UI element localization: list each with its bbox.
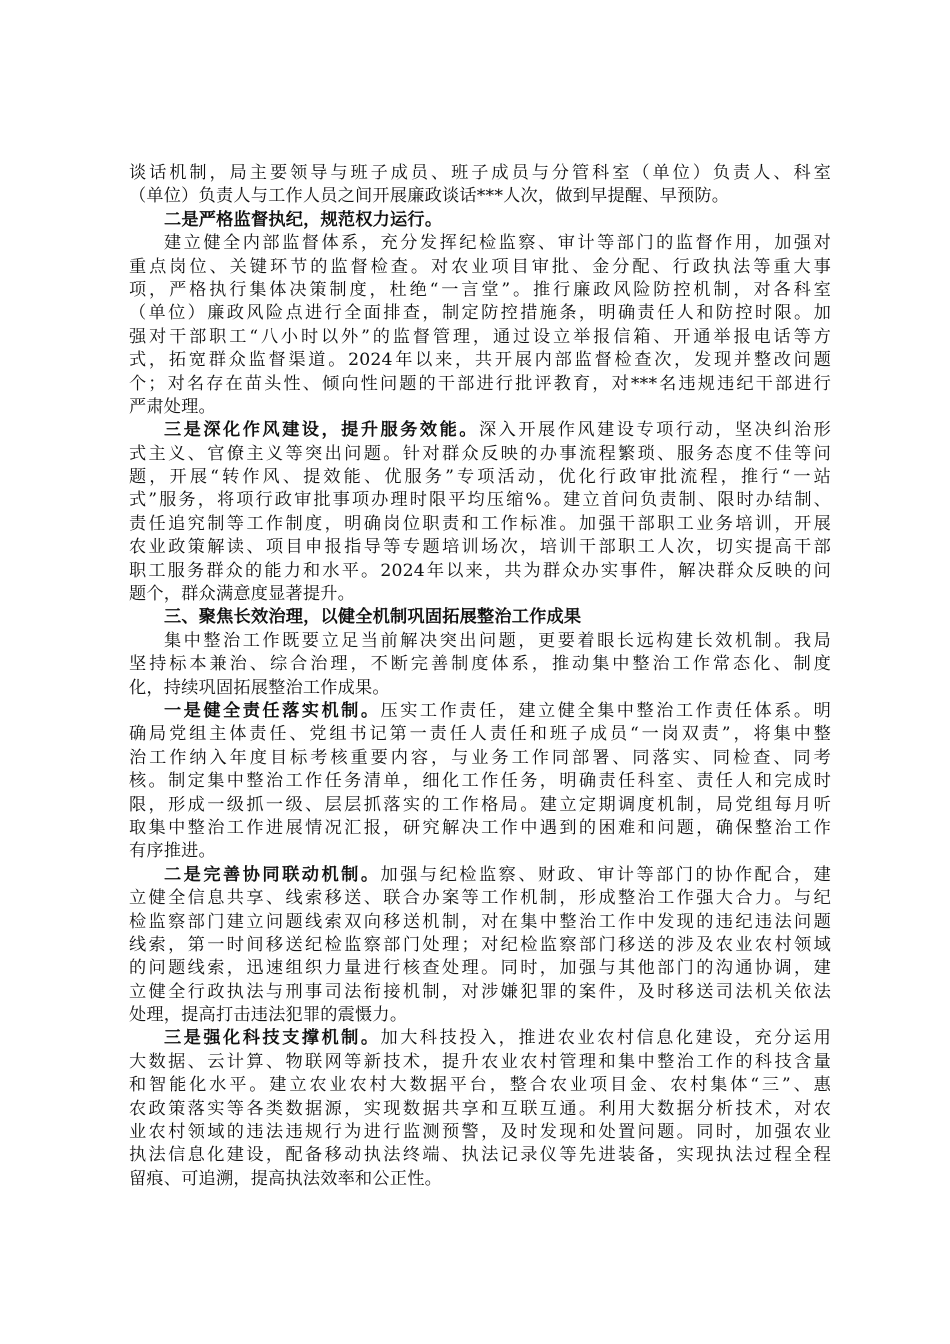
line-text: 题，开展“转作风、提效能、优服务”专项活动，优化行政审批流程，推行“一站 [129,467,831,488]
text-line [129,513,831,536]
line-text: 立健全信息共享、线索移送、联合办案等工作机制，形成整治工作强大合力。与纪 [129,888,831,909]
text-line [129,162,831,185]
text-line [129,840,831,863]
line-text: 式主义、官僚主义等突出问题。针对群众反映的办事流程繁琐、服务态度不佳等问 [129,443,831,464]
text-line [129,1051,831,1074]
line-text: 集中整治工作既要立足当前解决突出问题，更要着眼长远构建长效机制。我局 [164,630,831,651]
line-text: 重点岗位、关键环节的监督检查。对农业项目审批、金分配、行政执法等重大事 [129,256,831,277]
line-text: 加大科技投入，推进农业农村信息化建设，充分运用 [380,1028,832,1049]
line-text: 立健全行政执法与刑事司法衔接机制，对涉嫌犯罪的案件，及时移送司法机关依法 [129,981,831,1002]
line-text: 个；对名存在苗头性、倾向性问题的干部进行批评教育，对***名违规违纪干部进行 [129,373,831,394]
text-line [129,1144,831,1167]
line-text: 责任追究制等工作制度，明确岗位职责和工作标准。加强干部职工业务培训，开展 [129,513,831,534]
line-text: 执法信息化建设，配备移动执法终端、执法记录仪等先进装备，实现执法过程全程 [129,1145,831,1166]
line-text: 农政策落实等各类数据源，实现数据共享和互联互通。利用大数据分析技术，对农 [129,1098,831,1119]
line-text: 的问题线索，迅速组织力量进行核查处理。同时，加强与其他部门的沟通协调，建 [129,958,831,979]
line-text: 坚持标本兼治、综合治理，不断完善制度体系，推动集中整治工作常态化、制度 [129,654,831,675]
line-text: 有序推进。 [129,841,216,862]
bold-heading: 三是深化作风建设，提升服务效能。 [164,420,479,441]
line-text: 建立健全内部监督体系，充分发挥纪检监察、审计等部门的监督作用，加强对 [164,233,831,254]
line-text: 线索，第一时间移送纪检监察部门处理；对纪检监察部门移送的涉及农业农村领域 [129,934,831,955]
line-text: 强对干部职工“八小时以外”的监督管理，通过设立举报信箱、开通举报电话等方 [129,326,831,347]
text-line [129,864,831,887]
bold-heading: 三、聚焦长效治理，以健全机制巩固拓展整治工作成果 [164,607,582,628]
text-line [129,770,831,793]
bold-heading: 二是完善协同联动机制。 [164,864,381,885]
text-line [129,981,831,1004]
line-text: 确局党组主体责任、党组书记第一责任人责任和班子成员“一岗双责”，将集中整 [129,724,831,745]
text-line [129,606,831,629]
line-text: 职工服务群众的能力和水平。2024年以来，共为群众办实事件，解决群众反映的问 [129,560,831,581]
line-text: 检监察部门建立问题线索双向移送机制，对在集中整治工作中发现的违纪违法问题 [129,911,831,932]
line-text: 和智能化水平。建立农业农村大数据平台，整合农业项目金、农村集体“三”、惠 [129,1075,831,1096]
text-line [129,209,831,232]
line-text: 题个，群众满意度显著提升。 [129,584,356,605]
text-line [129,653,831,676]
text-line [129,232,831,255]
text-line [129,583,831,606]
line-text: 式，拓宽群众监督渠道。2024年以来，共开展内部监督检查次，发现并整改问题 [129,350,831,371]
line-text: 处理，提高打击违法犯罪的震慑力。 [129,1005,408,1026]
bold-heading: 三是强化科技支撑机制。 [164,1028,381,1049]
line-text: 农业政策解读、项目申报指导等专题培训场次，培训干部职工人次，切实提高干部 [129,537,831,558]
text-line [129,747,831,770]
text-line [129,302,831,325]
text-line [129,817,831,840]
text-line [129,1074,831,1097]
text-line [129,1004,831,1027]
text-line [129,419,831,442]
text-line [129,957,831,980]
text-line [129,536,831,559]
text-line [129,677,831,700]
line-text: 取集中整治工作进展情况汇报，研究解决工作中遇到的困难和问题，确保整治工作 [129,817,831,838]
text-line [129,723,831,746]
text-line [129,794,831,817]
text-line [129,630,831,653]
line-text: 核。制定集中整治工作任务清单，细化工作任务，明确责任科室、责任人和完成时 [129,771,831,792]
text-line [129,185,831,208]
line-text: 加强与纪检监察、财政、审计等部门的协作配合，建 [380,864,832,885]
line-text: 治工作纳入年度目标考核重要内容，与业务工作同部署、同落实、同检查、同考 [129,747,831,768]
line-text: （单位）廉政风险点进行全面排查，制定防控措施条，明确责任人和防控时限。加 [129,303,831,324]
line-text: 严肃处理。 [129,396,216,417]
text-line [129,326,831,349]
text-line [129,1098,831,1121]
text-line [129,279,831,302]
line-text: 压实工作责任，建立健全集中整治工作责任体系。明 [380,700,832,721]
text-line [129,934,831,957]
text-line [129,700,831,723]
text-line [129,373,831,396]
line-text: （单位）负责人与工作人员之间开展廉政谈话***人次，做到早提醒、早预防。 [129,186,730,207]
line-text: 谈话机制，局主要领导与班子成员、班子成员与分管科室（单位）负责人、科室 [129,163,831,183]
line-text: 大数据、云计算、物联网等新技术，提升农业农村管理和集中整治工作的科技含量 [129,1051,831,1072]
text-line [129,1121,831,1144]
text-line [129,466,831,489]
line-text: 业农村领域的违法违规行为进行监测预警，及时发现和处置问题。同时，加强农业 [129,1122,831,1143]
line-text: 项，严格执行集体决策制度，杜绝“一言堂”。推行廉政风险防控机制，对各科室 [129,279,831,300]
text-line [129,349,831,372]
text-line [129,1168,831,1191]
line-text: 化，持续巩固拓展整治工作成果。 [129,677,390,698]
text-line [129,489,831,512]
text-line [129,911,831,934]
bold-heading: 一是健全责任落实机制。 [164,700,381,721]
bold-heading: 二是严格监督执纪，规范权力运行。 [164,209,443,230]
text-line [129,443,831,466]
text-line [129,256,831,279]
line-text: 深入开展作风建设专项行动，坚决纠治形 [478,420,832,441]
document-page [129,162,831,1191]
text-line [129,887,831,910]
text-line [129,560,831,583]
line-text: 限，形成一级抓一级、层层抓落实的工作格局。建立定期调度机制，局党组每月听 [129,794,831,815]
line-text: 留痕、可追溯，提高执法效率和公正性。 [129,1168,442,1189]
text-line [129,396,831,419]
text-line [129,1027,831,1050]
line-text: 式”服务，将项行政审批事项办理时限平均压缩%。建立首问负责制、限时办结制、 [129,490,831,511]
